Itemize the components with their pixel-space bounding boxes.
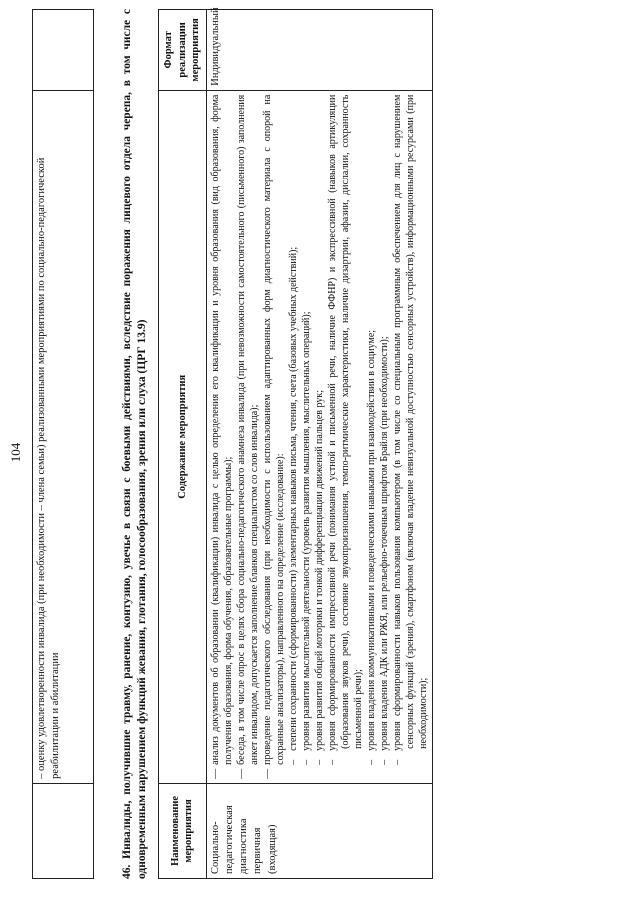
measure-content (206, 90, 432, 783)
continuation-text: – оценку удовлетворенности инвалида (при необходимости – члена семьи) реализованными мероприятиями по социально-педагогической реабилитации и абилитации (36, 157, 62, 779)
list-dash: – (326, 759, 338, 765)
content-list (209, 95, 430, 779)
header-format: Формат реализации мероприятия (159, 10, 207, 91)
list-item-text: уровня сформированности навыков пользования компьютером (в том числе со специальным программным обеспечением для лиц с нарушением сенсорных функций (зрения), смартфоном (включая владение невизуальной доступностью сенсорных устройств), информационными ресурсами (при необходимости); (391, 94, 429, 751)
list-item (209, 95, 235, 779)
list-dash: – (300, 759, 312, 765)
list-item-text: анализ документов об образовании (квалификации) инвалида с целью определения его квалификации и уровня образования (вид образования, форма получения образования, форма обучения, образовательные программы); (209, 94, 234, 765)
continuation-table (32, 9, 94, 879)
measure-name: Социально-педагогическая диагностика первичная (входящая) (206, 783, 432, 878)
section-heading: 46. Инвалиды, получившие травму, ранение, контузию, увечье в связи с боевыми действиями, вследствие поражения лицевого отдела черепа, в том числе с одновременным нарушением функций жевания, глотания, голосообразования, зрения или слуха (ЦРГ 13.9) (121, 9, 148, 879)
list-item (261, 95, 287, 779)
page-number: 104 (8, 442, 23, 463)
format-cell (33, 10, 94, 91)
list-item-text: уровня развития общей моторики и тонкой дифференциации движений пальцев рук; (313, 390, 325, 751)
list-item-text: уровня развития мыслительной деятельности (уровень развития мышления, мыслительных операций); (300, 311, 312, 751)
list-item (313, 95, 326, 779)
table-header-row (159, 10, 207, 879)
list-item (365, 95, 378, 779)
list-item-text: уровня владения АДК или РЖЯ, или рельефно-точечным шрифтом Брайля (при необходимости); (378, 336, 390, 751)
table-row (33, 10, 94, 879)
name-cell (33, 783, 94, 878)
content-cell (33, 90, 94, 783)
list-dash: – (313, 759, 325, 765)
list-item-text: уровня сформированности импрессивной речи (понимания устной и письменной речи, наличие ФФНР) и экспрессивной (навыков артикуляции (образования звуков речи), состояние звукопроизношения, темпо-ритмические характеристики, наличие дизартрии, афазии, дислалии, сохранность письменной речи); (326, 94, 364, 751)
list-dash: – (287, 759, 299, 765)
header-content: Содержание мероприятия (159, 90, 207, 783)
list-dash: — (235, 768, 247, 779)
list-item (300, 95, 313, 779)
list-item (326, 95, 365, 779)
table-row (206, 10, 432, 879)
list-item (391, 95, 430, 779)
measure-format: Индивидуальный (206, 10, 432, 91)
list-dash: — (209, 768, 221, 779)
list-dash: – (391, 759, 403, 765)
list-item-text: степени сохранности (сформированности) элементарных навыков письма, чтения, счета (базовых учебных действий); (287, 246, 299, 751)
header-name: Наименование мероприятия (159, 783, 207, 878)
list-item-text: проведение педагогического обследования (при необходимости с использованием адаптированных форм диагностического материала с опорой на сохранные анализаторы), направленного на определение (исследование): (261, 94, 286, 765)
list-item-text: беседа, в том числе опрос в целях сбора социально-педагогического анамнеза инвалида (при невозможности самостоятельного (письменного) заполнения анкет инвалидом, допускается заполнение бланков специалистом со слов инвалида); (235, 94, 260, 765)
list-item-text: уровня владения коммуникативными и поведенческими навыками при взаимодействии в социуме; (365, 329, 377, 751)
list-item (235, 95, 261, 779)
list-item (287, 95, 300, 779)
list-dash: — (261, 768, 273, 779)
list-dash: – (378, 759, 390, 765)
list-item (378, 95, 391, 779)
measures-table (158, 9, 433, 879)
list-dash: – (365, 759, 377, 765)
